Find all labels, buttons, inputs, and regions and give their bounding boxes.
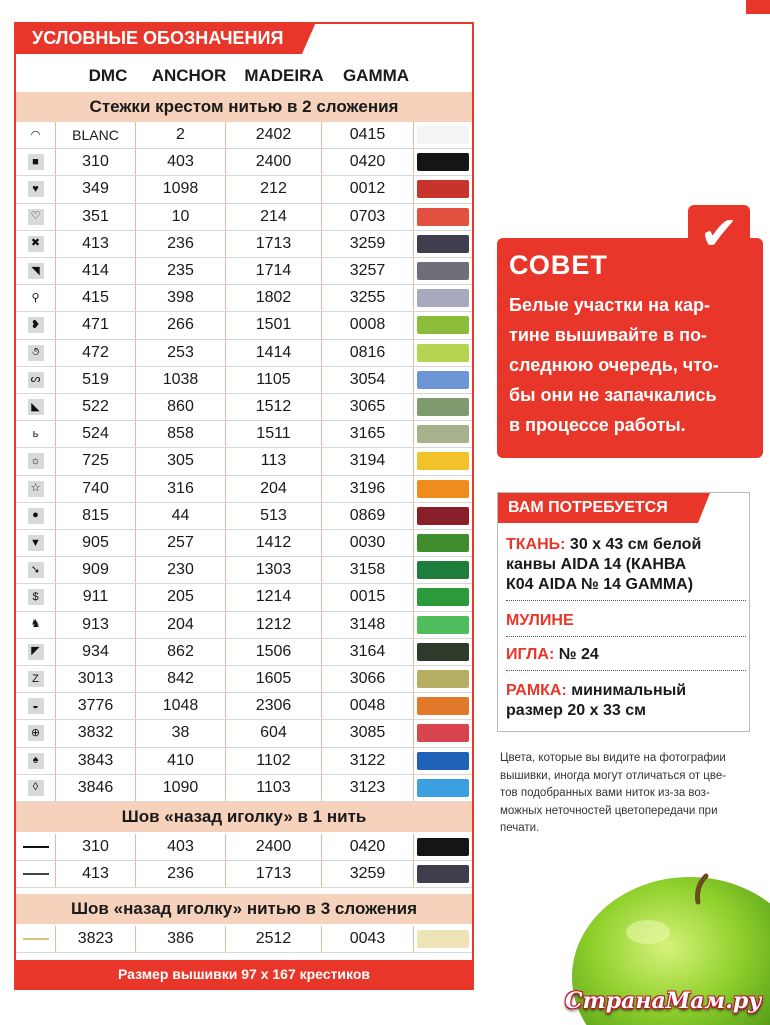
anchor-value: 386: [136, 926, 226, 952]
gamma-value: 0415: [322, 122, 414, 148]
tip-line: Белые участки на кар-: [509, 295, 711, 315]
gamma-value: 3255: [322, 285, 414, 311]
swatch-cell: [414, 367, 472, 393]
dmc-value: 413: [56, 231, 136, 257]
color-swatch: [417, 561, 469, 579]
madeira-value: 214: [226, 204, 322, 230]
symbol-glyph: ♠: [28, 753, 44, 769]
madeira-value: 1212: [226, 612, 322, 638]
swatch-cell: [414, 394, 472, 420]
table-row: [16, 448, 472, 475]
color-swatch: [417, 316, 469, 334]
symbol-glyph: ♡: [28, 209, 44, 225]
gamma-value: 3085: [322, 720, 414, 746]
line-icon: [23, 846, 49, 848]
tip-line: в процессе работы.: [509, 415, 686, 435]
color-swatch: [417, 670, 469, 688]
anchor-value: 1038: [136, 367, 226, 393]
symbol-glyph: ☆: [28, 481, 44, 497]
dmc-value: 3832: [56, 720, 136, 746]
anchor-value: 1098: [136, 176, 226, 202]
page-corner-decoration: [746, 0, 770, 14]
stitch-symbol: [16, 204, 56, 230]
swatch-cell: [414, 231, 472, 257]
stitch-symbol: [16, 231, 56, 257]
note-line: печати.: [500, 822, 540, 834]
symbol-glyph: ✖: [28, 236, 44, 252]
site-watermark: СтранаМам.ру: [565, 988, 762, 1014]
symbol-glyph: ь: [32, 427, 39, 440]
color-swatch: [417, 838, 469, 856]
dmc-value: 413: [56, 861, 136, 887]
needle-value: № 24: [554, 646, 599, 663]
dmc-value: 905: [56, 530, 136, 556]
madeira-value: 513: [226, 503, 322, 529]
col-anchor: ANCHOR: [151, 66, 227, 85]
anchor-value: 862: [136, 639, 226, 665]
req-needle: [506, 645, 746, 671]
madeira-value: 1511: [226, 421, 322, 447]
dmc-value: 472: [56, 340, 136, 366]
swatch-cell: [414, 503, 472, 529]
anchor-value: 403: [136, 834, 226, 860]
anchor-value: 236: [136, 861, 226, 887]
color-swatch: [417, 616, 469, 634]
section-cross-stitch: Стежки крестом нитью в 2 сложения: [16, 92, 472, 122]
swatch-cell: [414, 312, 472, 338]
table-row: [16, 584, 472, 611]
color-swatch: [417, 425, 469, 443]
madeira-value: 1303: [226, 557, 322, 583]
color-swatch: [417, 643, 469, 661]
symbol-glyph: ●: [28, 508, 44, 524]
stitch-symbol: [16, 557, 56, 583]
anchor-value: 2: [136, 122, 226, 148]
fabric-value: 30 х 43 см белой: [565, 536, 702, 553]
tip-box: [497, 238, 763, 458]
swatch-cell: [414, 639, 472, 665]
madeira-value: 1103: [226, 775, 322, 801]
color-swatch: [417, 153, 469, 171]
legend-table: [14, 22, 474, 990]
dmc-value: 351: [56, 204, 136, 230]
madeira-value: 1412: [226, 530, 322, 556]
gamma-value: 0869: [322, 503, 414, 529]
madeira-value: 2400: [226, 834, 322, 860]
stitch-symbol: [16, 693, 56, 719]
dmc-value: 522: [56, 394, 136, 420]
gamma-value: 3066: [322, 666, 414, 692]
stitch-symbol: [16, 285, 56, 311]
color-swatch: [417, 779, 469, 797]
madeira-value: 204: [226, 476, 322, 502]
color-note: [500, 750, 755, 838]
color-swatch: [417, 235, 469, 253]
anchor-value: 403: [136, 149, 226, 175]
gamma-value: 0420: [322, 149, 414, 175]
req-fabric: [506, 535, 746, 601]
swatch-cell: [414, 258, 472, 284]
line-icon: [23, 873, 49, 875]
swatch-cell: [414, 476, 472, 502]
table-row: [16, 149, 472, 176]
dmc-value: 3776: [56, 693, 136, 719]
dmc-value: 414: [56, 258, 136, 284]
table-row: [16, 834, 472, 861]
table-row: [16, 258, 472, 285]
dmc-value: 349: [56, 176, 136, 202]
table-row: [16, 720, 472, 747]
swatch-cell: [414, 926, 472, 952]
stitch-symbol: [16, 176, 56, 202]
col-madeira: MADEIRA: [244, 66, 324, 85]
swatch-cell: [414, 557, 472, 583]
stitch-symbol: [16, 639, 56, 665]
dmc-value: 415: [56, 285, 136, 311]
dmc-value: 524: [56, 421, 136, 447]
symbol-glyph: ♥: [28, 181, 44, 197]
gamma-value: 0012: [322, 176, 414, 202]
stitch-symbol: [16, 312, 56, 338]
table-row: [16, 421, 472, 448]
stitch-symbol: [16, 394, 56, 420]
symbol-glyph: Z: [28, 671, 44, 687]
madeira-value: 2400: [226, 149, 322, 175]
line-symbol: [16, 834, 56, 860]
swatch-cell: [414, 748, 472, 774]
table-row: [16, 775, 472, 802]
swatch-cell: [414, 720, 472, 746]
note-line: тов подобранных вами ниток из-за воз-: [500, 787, 710, 799]
swatch-cell: [414, 861, 472, 887]
dmc-value: 934: [56, 639, 136, 665]
symbol-glyph: ૭: [28, 345, 44, 361]
swatch-cell: [414, 693, 472, 719]
dmc-value: 913: [56, 612, 136, 638]
symbol-glyph: ▼: [28, 535, 44, 551]
requirements-box: [497, 492, 750, 732]
stitch-symbol: [16, 476, 56, 502]
anchor-value: 266: [136, 312, 226, 338]
anchor-value: 305: [136, 448, 226, 474]
frame-value: минимальный: [566, 682, 687, 699]
color-swatch: [417, 289, 469, 307]
stitch-symbol: [16, 530, 56, 556]
table-row: [16, 861, 472, 888]
gamma-value: 3148: [322, 612, 414, 638]
anchor-value: 1090: [136, 775, 226, 801]
color-swatch: [417, 452, 469, 470]
anchor-value: 257: [136, 530, 226, 556]
tip-line: тине вышивайте в по-: [509, 325, 707, 345]
note-line: можных неточностей цветопередачи при: [500, 804, 718, 817]
dmc-value: BLANC: [56, 122, 136, 148]
swatch-cell: [414, 834, 472, 860]
gamma-value: 3196: [322, 476, 414, 502]
dmc-value: 909: [56, 557, 136, 583]
color-swatch: [417, 371, 469, 389]
dmc-value: 740: [56, 476, 136, 502]
madeira-value: 1414: [226, 340, 322, 366]
symbol-glyph: ◠: [30, 128, 41, 141]
fabric-label: ТКАНЬ:: [506, 536, 566, 553]
table-row: [16, 394, 472, 421]
gamma-value: 0816: [322, 340, 414, 366]
anchor-value: 205: [136, 584, 226, 610]
stitch-symbol: [16, 720, 56, 746]
stitch-symbol: [16, 340, 56, 366]
table-row: [16, 639, 472, 666]
checkmark-icon: ✔: [688, 205, 750, 260]
col-dmc: DMC: [88, 66, 128, 85]
color-swatch: [417, 534, 469, 552]
col-gamma: GAMMA: [342, 66, 410, 85]
madeira-value: 1802: [226, 285, 322, 311]
madeira-value: 2306: [226, 693, 322, 719]
stitch-symbol: [16, 149, 56, 175]
swatch-cell: [414, 285, 472, 311]
anchor-value: 1048: [136, 693, 226, 719]
color-swatch: [417, 588, 469, 606]
table-row: [16, 476, 472, 503]
symbol-glyph: ◒: [28, 698, 44, 714]
swatch-cell: [414, 448, 472, 474]
gamma-value: 0703: [322, 204, 414, 230]
swatch-cell: [414, 612, 472, 638]
madeira-value: 2512: [226, 926, 322, 952]
gamma-value: 3123: [322, 775, 414, 801]
stitch-symbol: [16, 666, 56, 692]
stitch-symbol: [16, 258, 56, 284]
anchor-value: 410: [136, 748, 226, 774]
table-row: [16, 204, 472, 231]
anchor-value: 253: [136, 340, 226, 366]
color-swatch: [417, 480, 469, 498]
symbol-glyph: ☼: [28, 453, 44, 469]
madeira-value: 604: [226, 720, 322, 746]
swatch-cell: [414, 775, 472, 801]
dmc-value: 471: [56, 312, 136, 338]
color-swatch: [417, 180, 469, 198]
madeira-value: 1713: [226, 861, 322, 887]
madeira-value: 2402: [226, 122, 322, 148]
color-swatch: [417, 930, 469, 948]
symbol-glyph: ■: [28, 154, 44, 170]
stitch-symbol: [16, 448, 56, 474]
gamma-value: 0008: [322, 312, 414, 338]
symbol-glyph: ᔕ: [28, 372, 44, 388]
gamma-value: 3259: [322, 231, 414, 257]
dmc-value: 3823: [56, 926, 136, 952]
gamma-value: 3194: [322, 448, 414, 474]
table-row: [16, 503, 472, 530]
table-row: [16, 122, 472, 149]
table-row: [16, 693, 472, 720]
table-row: [16, 557, 472, 584]
legend-footer: Размер вышивки 97 х 167 крестиков: [16, 960, 472, 988]
dmc-value: 519: [56, 367, 136, 393]
anchor-value: 204: [136, 612, 226, 638]
section-backstitch-3: Шов «назад иголку» нитью в 3 сложения: [16, 894, 472, 924]
gamma-value: 0030: [322, 530, 414, 556]
symbol-glyph: ♞: [30, 618, 41, 631]
req-floss: [506, 611, 746, 637]
table-row: [16, 176, 472, 203]
anchor-value: 236: [136, 231, 226, 257]
color-swatch: [417, 697, 469, 715]
symbol-glyph: $: [28, 589, 44, 605]
gamma-value: 3165: [322, 421, 414, 447]
tip-title: СОВЕТ: [509, 250, 608, 280]
anchor-value: 858: [136, 421, 226, 447]
stitch-symbol: [16, 584, 56, 610]
madeira-value: 1105: [226, 367, 322, 393]
color-swatch: [417, 507, 469, 525]
swatch-cell: [414, 421, 472, 447]
madeira-value: 113: [226, 448, 322, 474]
stitch-symbol: [16, 748, 56, 774]
symbol-glyph: ◤: [28, 644, 44, 660]
dmc-value: 725: [56, 448, 136, 474]
section-backstitch-1: Шов «назад иголку» в 1 нить: [16, 802, 472, 832]
table-row: [16, 748, 472, 775]
swatch-cell: [414, 176, 472, 202]
madeira-value: 1214: [226, 584, 322, 610]
anchor-value: 842: [136, 666, 226, 692]
symbol-glyph: ⊕: [28, 725, 44, 741]
dmc-value: 310: [56, 834, 136, 860]
anchor-value: 10: [136, 204, 226, 230]
tip-text: [509, 290, 757, 440]
madeira-value: 1506: [226, 639, 322, 665]
color-swatch: [417, 262, 469, 280]
color-swatch: [417, 344, 469, 362]
needle-label: ИГЛА:: [506, 646, 555, 663]
color-swatch: [417, 398, 469, 416]
requirements-title: ВАМ ПОТРЕБУЕТСЯ: [498, 493, 698, 523]
req-frame: [506, 681, 746, 726]
swatch-cell: [414, 149, 472, 175]
anchor-value: 316: [136, 476, 226, 502]
stitch-symbol: [16, 775, 56, 801]
dmc-value: 3846: [56, 775, 136, 801]
color-swatch: [417, 865, 469, 883]
madeira-value: 212: [226, 176, 322, 202]
symbol-glyph: ◥: [28, 263, 44, 279]
anchor-value: 44: [136, 503, 226, 529]
gamma-value: 0420: [322, 834, 414, 860]
color-swatch: [417, 752, 469, 770]
swatch-cell: [414, 340, 472, 366]
dmc-value: 310: [56, 149, 136, 175]
gamma-value: 0043: [322, 926, 414, 952]
line-symbol: [16, 926, 56, 952]
swatch-cell: [414, 204, 472, 230]
dmc-value: 911: [56, 584, 136, 610]
symbol-glyph: ⚲: [31, 291, 40, 304]
gamma-value: 3122: [322, 748, 414, 774]
fabric-value: канвы AIDA 14 (КАНВА: [506, 556, 687, 573]
gamma-value: 3164: [322, 639, 414, 665]
madeira-value: 1102: [226, 748, 322, 774]
anchor-value: 38: [136, 720, 226, 746]
table-row: [16, 666, 472, 693]
madeira-value: 1605: [226, 666, 322, 692]
table-row: [16, 530, 472, 557]
stitch-symbol: [16, 612, 56, 638]
table-row: [16, 612, 472, 639]
anchor-value: 398: [136, 285, 226, 311]
stitch-symbol: [16, 367, 56, 393]
color-swatch: [417, 126, 469, 144]
madeira-value: 1714: [226, 258, 322, 284]
symbol-glyph: ◣: [28, 399, 44, 415]
madeira-value: 1501: [226, 312, 322, 338]
table-row: [16, 312, 472, 339]
color-swatch: [417, 208, 469, 226]
stitch-symbol: [16, 122, 56, 148]
frame-label: РАМКА:: [506, 682, 567, 699]
gamma-value: 3065: [322, 394, 414, 420]
fabric-value: К04 AIDA № 14 GAMMA): [506, 576, 694, 593]
gamma-value: 3158: [322, 557, 414, 583]
symbol-glyph: ❥: [28, 317, 44, 333]
symbol-glyph: ◊: [28, 780, 44, 796]
dmc-value: 815: [56, 503, 136, 529]
gamma-value: 3257: [322, 258, 414, 284]
swatch-cell: [414, 122, 472, 148]
frame-value: размер 20 х 33 см: [506, 702, 646, 719]
floss-label: МУЛИНЕ: [506, 612, 574, 629]
tip-line: следнюю очередь, что-: [509, 355, 719, 375]
dmc-value: 3843: [56, 748, 136, 774]
gamma-value: 3259: [322, 861, 414, 887]
anchor-value: 235: [136, 258, 226, 284]
line-symbol: [16, 861, 56, 887]
symbol-glyph: ➘: [28, 562, 44, 578]
color-swatch: [417, 724, 469, 742]
table-row: [16, 926, 472, 953]
stitch-symbol: [16, 503, 56, 529]
swatch-cell: [414, 584, 472, 610]
note-line: вышивки, иногда могут отличаться от цве-: [500, 769, 727, 782]
stitch-symbol: [16, 421, 56, 447]
anchor-value: 860: [136, 394, 226, 420]
gamma-value: 0048: [322, 693, 414, 719]
gamma-value: 3054: [322, 367, 414, 393]
madeira-value: 1713: [226, 231, 322, 257]
table-row: [16, 231, 472, 258]
tip-line: бы они не запачкались: [509, 385, 717, 405]
gamma-value: 0015: [322, 584, 414, 610]
line-icon: [23, 938, 49, 940]
anchor-value: 230: [136, 557, 226, 583]
dmc-value: 3013: [56, 666, 136, 692]
swatch-cell: [414, 530, 472, 556]
swatch-cell: [414, 666, 472, 692]
note-line: Цвета, которые вы видите на фотографии: [500, 752, 726, 764]
table-row: [16, 285, 472, 312]
madeira-value: 1512: [226, 394, 322, 420]
table-row: [16, 340, 472, 367]
legend-title: УСЛОВНЫЕ ОБОЗНАЧЕНИЯ: [14, 22, 302, 54]
table-row: [16, 367, 472, 394]
